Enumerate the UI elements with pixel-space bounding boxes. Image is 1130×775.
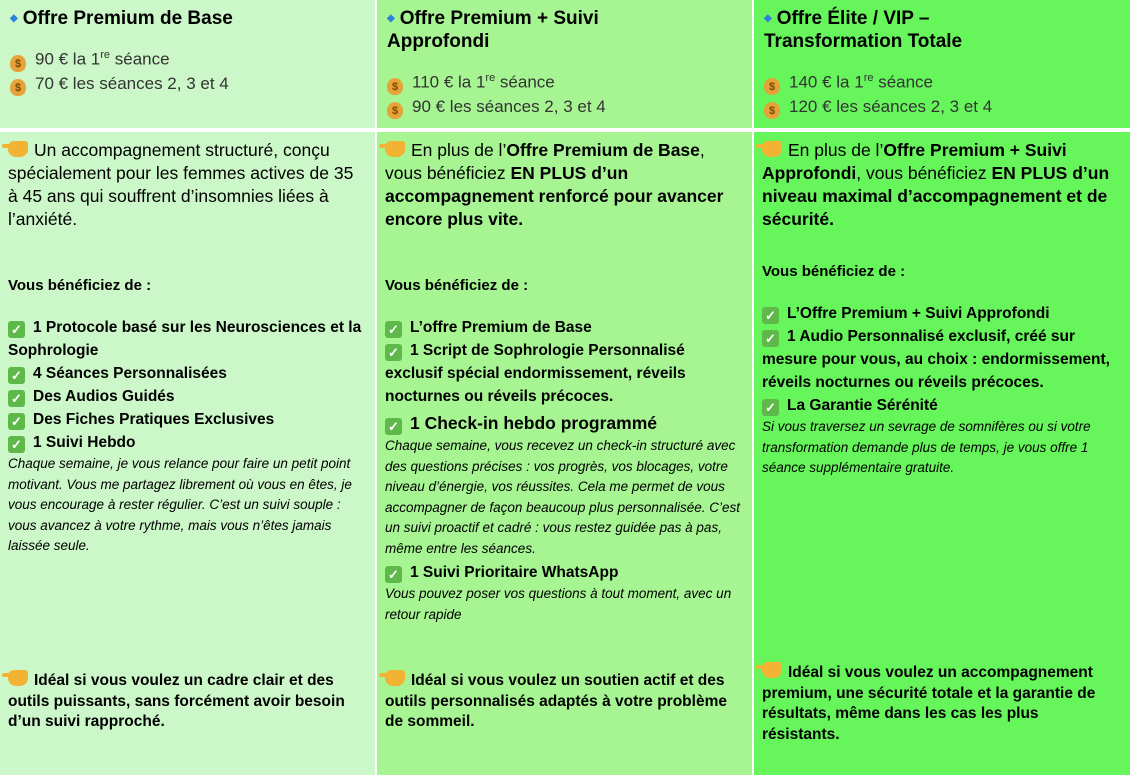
offer-1-prices <box>10 44 365 96</box>
small-blue-diamond-icon: ◆ <box>764 13 772 24</box>
money-bag-icon: $ <box>10 79 26 96</box>
item-description: Vous pouvez poser vos questions à tout moment, avec un retour rapide <box>385 586 732 622</box>
benefits-list <box>385 316 742 625</box>
offer-3-prices <box>764 67 1120 119</box>
benefits-heading: Vous bénéficiez de : <box>762 263 906 280</box>
list-item: ✓ 1 Suivi Hebdo <box>8 431 365 454</box>
offer-2-prices <box>387 67 742 119</box>
item-description: Si vous traversez un sevrage de somnifères ou si votre transformation demande plus de temps, je vous offre 1 séance supplémentaire gratuite. <box>762 419 1091 475</box>
money-bag-icon: $ <box>10 55 26 72</box>
list-item: ✓ Des Fiches Pratiques Exclusives <box>8 408 365 431</box>
money-bag-icon: $ <box>764 102 780 119</box>
check-mark-button-icon: ✓ <box>8 436 25 453</box>
check-mark-button-icon: ✓ <box>8 367 25 384</box>
money-bag-icon: $ <box>387 102 403 119</box>
check-mark-button-icon: ✓ <box>8 321 25 338</box>
small-blue-diamond-icon: ◆ <box>387 13 395 24</box>
pointing-hand-icon <box>8 670 28 686</box>
item-description: Chaque semaine, je vous relance pour faire un petit point motivant. Vous me partagez librement où vous en êtes, je vous encourage à rester régulier. C’est un suivi souple : vous avancez à votre rythme, mais vous n’êtes jamais laissée seule. <box>8 456 352 553</box>
list-item: ✓ L’Offre Premium + Suivi Approfondi <box>762 302 1120 325</box>
check-mark-button-icon: ✓ <box>8 413 25 430</box>
list-item: ✓ 1 Script de Sophrologie Personnalisé exclusif spécial endormissement, réveils nocturnes ou réveils précoces. <box>385 342 686 405</box>
list-item: ✓ L’offre Premium de Base <box>385 316 742 339</box>
list-item: ✓ 1 Audio Personnalisé exclusif, créé sur mesure pour vous, au choix : endormissement, réveils nocturnes ou réveils précoces. <box>762 328 1110 391</box>
money-bag-icon: $ <box>764 78 780 95</box>
offer-2-ideal: Idéal si vous voulez un soutien actif et des outils personnalisés adaptés à votre problème de sommeil. <box>385 672 727 730</box>
offer-1-intro: Un accompagnement structuré, conçu spécialement pour les femmes actives de 35 à 45 ans qui souffrent d’insomnies liées à l’anxiété. <box>8 140 354 229</box>
offer-1-header <box>0 0 375 128</box>
check-mark-button-icon: ✓ <box>762 307 779 324</box>
benefits-heading: Vous bénéficiez de : <box>385 277 529 294</box>
price-next-sessions: $ 90 € les séances 2, 3 et 4 <box>387 95 742 119</box>
list-item: ✓ 1 Check-in hebdo programmé <box>385 411 742 436</box>
list-item: ✓ 1 Suivi Prioritaire WhatsApp <box>385 561 742 584</box>
money-bag-icon: $ <box>387 78 403 95</box>
price-next-sessions: $ 120 € les séances 2, 3 et 4 <box>764 95 1120 119</box>
price-first-session: $ 90 € la 1re séance <box>10 44 365 72</box>
offer-1-body <box>0 132 375 775</box>
benefits-heading: Vous bénéficiez de : <box>8 277 152 294</box>
check-mark-button-icon: ✓ <box>385 321 402 338</box>
offer-2-body <box>377 132 752 775</box>
offer-2-intro: En plus de l’Offre Premium de Base, vous bénéficiez EN PLUS d’un accompagnement renforcé pour avancer encore plus vite. <box>385 140 724 229</box>
offer-1-title: ◆ Offre Premium de Base <box>10 8 233 29</box>
pointing-hand-icon <box>762 662 782 678</box>
pointing-hand-icon <box>762 141 782 157</box>
check-mark-button-icon: ✓ <box>8 390 25 407</box>
small-blue-diamond-icon: ◆ <box>10 13 18 24</box>
offer-2-title: ◆ Offre Premium + Suivi Approfondi <box>387 8 599 52</box>
offer-3-header <box>754 0 1130 128</box>
check-mark-button-icon: ✓ <box>385 344 402 361</box>
check-mark-button-icon: ✓ <box>385 566 402 583</box>
list-item: ✓ 4 Séances Personnalisées <box>8 362 365 385</box>
price-first-session: $ 140 € la 1re séance <box>764 67 1120 95</box>
check-mark-button-icon: ✓ <box>762 399 779 416</box>
item-description: Chaque semaine, vous recevez un check-in structuré avec des questions précises : vos progrès, vos blocages, votre niveau d’énergie, vos réussites. Cela me permet de vous accompagner de façon beaucoup plus personnalisée. C’est un suivi proactif et cadré : vous restez guidée pas à pas, même entre les séances. <box>385 438 740 556</box>
list-item: ✓ La Garantie Sérénité <box>762 394 1120 417</box>
price-first-session: $ 110 € la 1re séance <box>387 67 742 95</box>
offer-3-body <box>754 132 1130 775</box>
offer-2-header <box>377 0 752 128</box>
pointing-hand-icon <box>8 141 28 157</box>
list-item: ✓ Des Audios Guidés <box>8 385 365 408</box>
pointing-hand-icon <box>385 141 405 157</box>
price-next-sessions: $ 70 € les séances 2, 3 et 4 <box>10 72 365 96</box>
offer-3-title: ◆ Offre Élite / VIP – Transformation Totale <box>764 8 963 52</box>
benefits-list <box>762 302 1120 479</box>
check-mark-button-icon: ✓ <box>385 418 402 435</box>
benefits-list <box>8 316 365 557</box>
offer-3-ideal: Idéal si vous voulez un accompagnement premium, une sécurité totale et la garantie de résultats, même dans les cas les plus résistants. <box>762 664 1096 743</box>
list-item: ✓ 1 Protocole basé sur les Neurosciences et la Sophrologie <box>8 319 362 359</box>
offer-1-ideal: Idéal si vous voulez un cadre clair et des outils puissants, sans forcément avoir besoin d’un suivi rapproché. <box>8 672 345 730</box>
pointing-hand-icon <box>385 670 405 686</box>
offer-3-intro: En plus de l’Offre Premium + Suivi Approfondi, vous bénéficiez EN PLUS d’un niveau maximal d’accompagnement et de sécurité. <box>762 140 1110 229</box>
check-mark-button-icon: ✓ <box>762 330 779 347</box>
